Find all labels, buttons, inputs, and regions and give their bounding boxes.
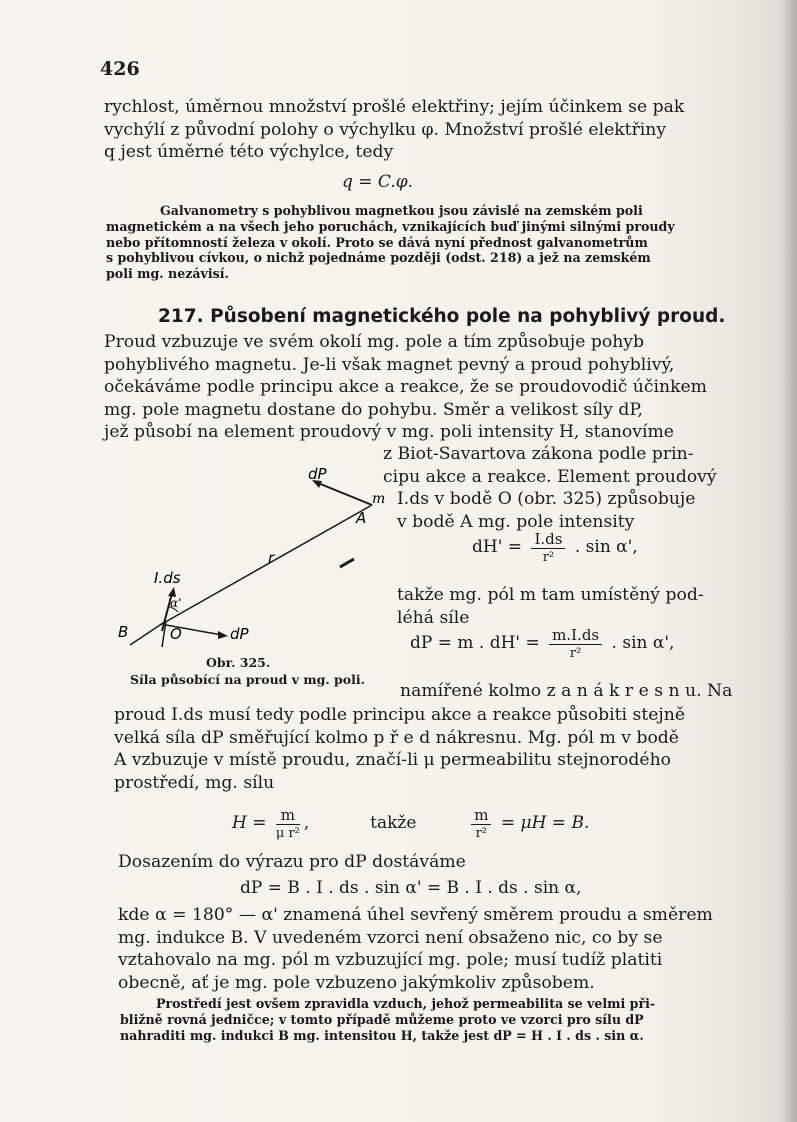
text-line: q jest úměrné této výchylce, tedy [104, 142, 394, 162]
text-line: cipu akce a reakce. Element proudový [383, 466, 717, 487]
numerator: m.I.ds [549, 626, 602, 645]
figure-caption-number: Obr. 325. [206, 655, 271, 670]
text-line: v bodě A mg. pole intensity [397, 511, 635, 532]
text-line: pohyblivého magnetu. Je-li však magnet pevný a proud pohyblivý, [104, 354, 675, 375]
paragraph-1 [104, 96, 740, 164]
eq-lhs: H = [232, 813, 267, 833]
equation-q: q = C.φ. [342, 172, 414, 192]
figure-caption-text: Síla působící na proud v mg. poli. [130, 672, 365, 687]
note-line: Galvanometry s pohyblivou magnetkou jsou závislé na zemském poli [160, 203, 643, 218]
label-A: A [356, 509, 367, 527]
paragraph-3 [397, 584, 747, 629]
text-line: Dosazením do výrazu pro dP dostáváme [118, 852, 466, 872]
paragraph-6 [118, 904, 746, 994]
paragraph-4 [114, 704, 742, 794]
numerator: m [276, 806, 300, 825]
text-line: rychlost, úměrnou množství prošlé elektřiny; jejím účinkem se pak [104, 97, 685, 117]
equation-final: dP = B . I . ds . sin α' = B . I . ds . sin α, [240, 878, 582, 898]
denominator: μ r² [275, 826, 300, 841]
eq-mid: takže [370, 813, 417, 833]
eq-rhs: . sin α', [574, 537, 638, 557]
arrow-dP-top [318, 483, 372, 505]
line-B [130, 621, 166, 645]
note-line: nahraditi mg. indukci B mg. intensitou H, takže jest dP = H . I . ds . sin α. [120, 1027, 644, 1043]
denominator: r² [569, 646, 582, 661]
label-Ids: I.ds [154, 569, 181, 587]
figure-325 [100, 455, 400, 655]
paragraph-5 [118, 851, 754, 874]
note-line: bližně rovná jedničce; v tomto případě můžeme proto ve vzorci pro sílu dP [120, 1011, 644, 1027]
note-line: poli mg. nezávisí. [106, 266, 229, 282]
line-r [160, 505, 372, 625]
eq-lhs: dH' = [472, 537, 523, 557]
note-line: nebo přítomností železa v okolí. Proto se dává nyní přednost galvanometrům [106, 234, 648, 250]
note-line: s pohyblivou cívkou, o nichž pojednáme později (odst. 218) a jež na zemském [106, 250, 651, 266]
scan-mark [340, 559, 354, 567]
text-line: namířené kolmo z a n á k r e s n u. Na [400, 681, 733, 701]
fraction [531, 530, 565, 565]
text-line: očekáváme podle principu akce a reakce, že se proudovodič účinkem [104, 377, 707, 397]
label-B: B [118, 623, 129, 641]
label-dP-bottom: dP [230, 625, 249, 643]
section-heading: 217. Působení magnetického pole na pohyblivý proud. [158, 306, 726, 327]
eq-rhs: = μH = B. [500, 813, 590, 833]
eq-rhs: . sin α', [611, 633, 675, 653]
denominator-2: r² [475, 826, 488, 841]
label-m: m [372, 491, 386, 507]
fraction-2 [471, 806, 491, 841]
text-line: prostředí, mg. sílu [114, 772, 275, 793]
paragraph-4-first [400, 680, 745, 703]
eq-comma: , [303, 813, 310, 833]
text-line: kde α = 180° — α' znamená úhel sevřený směrem proudu a směrem [118, 905, 713, 925]
text-line: mg. pole magnetu dostane do pohybu. Směr a velikost síly dP, [104, 399, 643, 420]
equation-H [232, 806, 589, 841]
page-number: 426 [100, 58, 140, 80]
equation-dP [410, 626, 674, 661]
note-line: Prostředí jest ovšem zpravidla vzduch, jehož permeabilita se velmi při- [156, 996, 656, 1011]
text-line: mg. indukce B. V uvedeném vzorci není obsaženo nic, co by se [118, 927, 663, 948]
numerator: I.ds [531, 530, 565, 549]
paragraph-2 [104, 331, 740, 444]
text-line: léhá síle [397, 607, 470, 628]
label-dP-top: dP [308, 465, 327, 483]
text-line: takže mg. pól m tam umístěný pod- [397, 585, 704, 605]
text-line: proud I.ds musí tedy podle principu akce a reakce působiti stejně [114, 705, 685, 725]
note-1 [106, 203, 742, 282]
eq-lhs: dP = m . dH' = [410, 633, 540, 653]
text-line: z Biot-Savartova zákona podle prin- [383, 444, 694, 464]
paragraph-2-right [383, 443, 743, 533]
text-line: vztahovalo na mg. pól m vzbuzující mg. pole; musí tudíž platiti [118, 950, 663, 970]
fraction [276, 806, 300, 841]
note-2 [120, 996, 750, 1043]
text-line: A vzbuzuje v místě proudu, značí-li μ permeabilitu stejnorodého [114, 750, 671, 770]
page-edge-shadow [779, 0, 797, 1122]
arrow-head-bottom [218, 631, 228, 639]
text-line: velká síla dP směřující kolmo p ř e d nákresnu. Mg. pól m v bodě [114, 727, 679, 748]
text-line: obecně, ať je mg. pole vzbuzeno jakýmkoliv způsobem. [118, 972, 595, 993]
numerator-2: m [471, 806, 491, 825]
text-line: jež působí na element proudový v mg. poli intensity H, stanovíme [104, 422, 674, 442]
label-alpha: α' [170, 596, 182, 610]
equation-dH [472, 530, 638, 565]
fraction [549, 626, 602, 661]
text-line: Proud vzbuzuje ve svém okolí mg. pole a tím způsobuje pohyb [104, 332, 645, 352]
denominator: r² [542, 550, 555, 565]
note-line: magnetickém a na všech jeho poruchách, vznikajících buď jinými silnými proudy [106, 218, 675, 234]
label-O: O [170, 625, 182, 643]
text-line: vychýlí z původní polohy o výchylku φ. Množství prošlé elektřiny [104, 119, 667, 140]
label-r: r [268, 549, 275, 567]
text-line: I.ds v bodě O (obr. 325) způsobuje [397, 489, 696, 509]
